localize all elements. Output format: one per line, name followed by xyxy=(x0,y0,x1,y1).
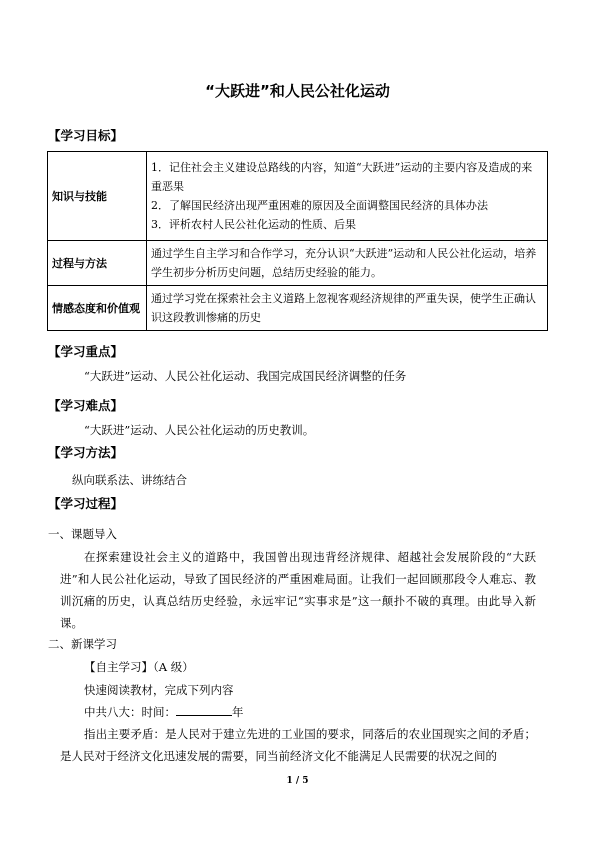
goals-label-process: 过程与方法 xyxy=(48,241,147,286)
section-heading-goals: 【学习目标】 xyxy=(48,128,124,143)
goals-label-knowledge: 知识与技能 xyxy=(48,152,147,241)
section-heading-process: 【学习过程】 xyxy=(48,496,124,511)
table-row xyxy=(48,286,548,331)
table-row xyxy=(48,241,548,286)
section-heading-key-points: 【学习重点】 xyxy=(48,344,124,359)
page-title: “大跃进”和人民公社化运动 xyxy=(205,82,390,100)
table-row xyxy=(48,152,548,241)
list-item: 3．评析农村人民公社化运动的性质、后果 xyxy=(151,218,356,231)
contradiction-paragraph: 指出主要矛盾：是人民对于建立先进的工业国的要求，同落后的农业国现实之间的矛盾；是人民对于经济文化迅速发展的需要，同当前经济文化不能满足人民需要的状况之间的 xyxy=(60,727,536,763)
congress-suffix: 年 xyxy=(232,705,244,719)
instruction-text: 快速阅读教材，完成下列内容 xyxy=(84,683,234,697)
congress-prefix: 中共八大：时间： xyxy=(84,705,176,719)
goals-label-attitude: 情感态度和价值观 xyxy=(48,286,147,331)
goals-cell-knowledge xyxy=(147,152,548,241)
list-item: 2．了解国民经济出现严重困难的原因及全面调整国民经济的具体办法 xyxy=(151,199,488,212)
list-item: 1．记住社会主义建设总路线的内容，知道“大跃进”运动的主要内容及造成的来重恶果 xyxy=(151,161,533,193)
goals-table xyxy=(47,151,548,331)
key-points-text: “大跃进”运动、人民公社化运动、我国完成国民经济调整的任务 xyxy=(84,369,407,383)
difficulties-text: “大跃进”运动、人民公社化运动的历史教训。 xyxy=(84,423,315,437)
part1-heading: 一、课题导入 xyxy=(48,527,117,541)
part2-heading: 二、新课学习 xyxy=(48,637,117,651)
section-heading-difficulties: 【学习难点】 xyxy=(48,398,124,413)
methods-text: 纵向联系法、讲练结合 xyxy=(72,473,187,487)
section-heading-methods: 【学习方法】 xyxy=(48,445,124,460)
part1-paragraph: 在探索建设社会主义的道路中，我国曾出现违背经济规律、超越社会发展阶段的“大跃进”和人民公社化运动，导致了国民经济的严重困难局面。让我们一起回顾那段令人难忘、教训沉痛的历史，认真总结历史经验，永远牢记“实事求是”这一颠扑不破的真理。由此导入新课。 xyxy=(60,550,536,630)
self-study-label: 【自主学习】（A 级） xyxy=(84,660,194,674)
page-number: 1 / 5 xyxy=(286,776,309,786)
goals-cell-attitude: 通过学习党在探索社会主义道路上忽视客观经济规律的严重失误，使学生正确认识这段教训惨痛的历史 xyxy=(147,286,548,331)
congress-line xyxy=(84,701,244,723)
goals-cell-process: 通过学生自主学习和合作学习，充分认识“大跃进”运动和人民公社化运动，培养学生初步分析历史问题，总结历史经验的能力。 xyxy=(147,241,548,286)
year-blank-field[interactable] xyxy=(176,703,232,716)
